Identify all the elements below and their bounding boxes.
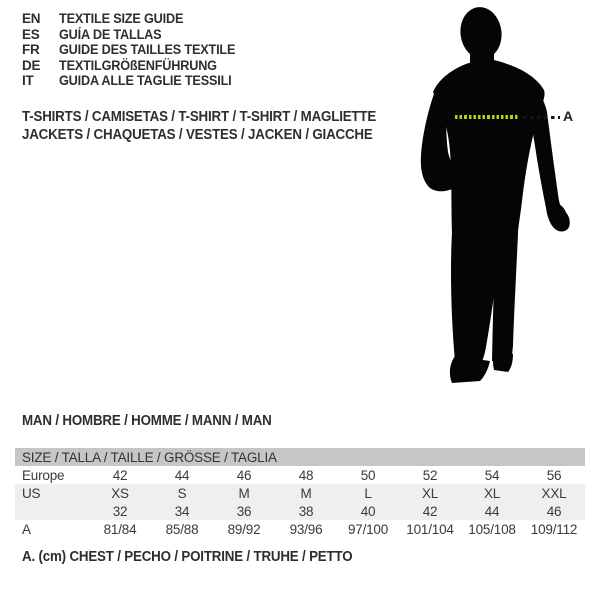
cell: 109/112 [530,521,578,537]
cell: 101/104 [406,521,454,537]
cell: 46 [523,502,585,520]
cell: 48 [298,467,314,483]
cell: XXL [523,484,585,502]
table-row-numeric [15,502,585,520]
cell: 34 [151,502,213,520]
table-row-us [15,484,585,502]
man-silhouette-figure [420,6,595,388]
language-label: TEXTILGRÖßENFÜHRUNG [59,57,217,73]
cell: 85/88 [165,521,199,537]
cell: 93/96 [289,521,323,537]
cell: 44 [461,502,523,520]
language-row [22,11,247,27]
language-label: GUÍA DE TALLAS [59,26,162,42]
measure-label-a: A [563,108,574,124]
cell: 38 [275,502,337,520]
cell: S [151,484,213,502]
cell: 44 [174,467,190,483]
cell: 36 [213,502,275,520]
language-row [22,27,247,43]
table-row-europe [15,466,585,484]
cell: 42 [399,502,461,520]
language-code: EN [22,11,41,27]
row-label [15,502,89,520]
cell: 97/100 [347,521,389,537]
row-label: A [22,521,31,537]
cell: 56 [546,467,562,483]
cell: 105/108 [468,521,516,537]
language-row [22,58,247,74]
cell: XL [461,484,523,502]
cell: 54 [484,467,500,483]
language-row [22,42,247,58]
cell: M [213,484,275,502]
language-code: DE [22,57,41,73]
table-row-chest-a [15,520,585,538]
cell: M [275,484,337,502]
language-code: FR [22,42,40,58]
cell: XS [89,484,151,502]
category-line-tshirts: T-SHIRTS / CAMISETAS / T-SHIRT / T-SHIRT / MAGLIETTE [22,109,377,125]
language-code: ES [22,26,40,42]
category-lines [22,109,407,144]
cell: 32 [89,502,151,520]
cell: XL [399,484,461,502]
man-silhouette [420,6,570,386]
language-row [22,73,247,89]
section-title-man: MAN / HOMBRE / HOMME / MANN / MAN [22,413,272,429]
measurement-footnote: A. (cm) CHEST / PECHO / POITRINE / TRUHE / PETTO [22,549,353,565]
language-label: GUIDA ALLE TAGLIE TESSILI [59,73,232,89]
size-table [15,448,585,538]
cell: 52 [422,467,438,483]
cell: 42 [112,467,128,483]
chest-measure-line [455,115,519,119]
language-code: IT [22,73,34,89]
cell: 40 [337,502,399,520]
row-label: US [15,484,89,502]
row-label: Europe [22,467,65,483]
cell: 89/92 [227,521,261,537]
cell: 46 [236,467,252,483]
language-list [22,11,247,89]
category-line-jackets: JACKETS / CHAQUETAS / VESTES / JACKEN / GIACCHE [22,126,373,143]
language-label: TEXTILE SIZE GUIDE [59,11,184,27]
measure-leader-line [523,116,560,119]
cell: 81/84 [103,521,137,537]
size-table-header: SIZE / TALLA / TAILLE / GRÖSSE / TAGLIA [15,448,585,466]
cell: L [337,484,399,502]
language-label: GUIDE DES TAILLES TEXTILE [59,42,236,58]
cell: 50 [360,467,376,483]
size-table-wrap [15,448,585,538]
